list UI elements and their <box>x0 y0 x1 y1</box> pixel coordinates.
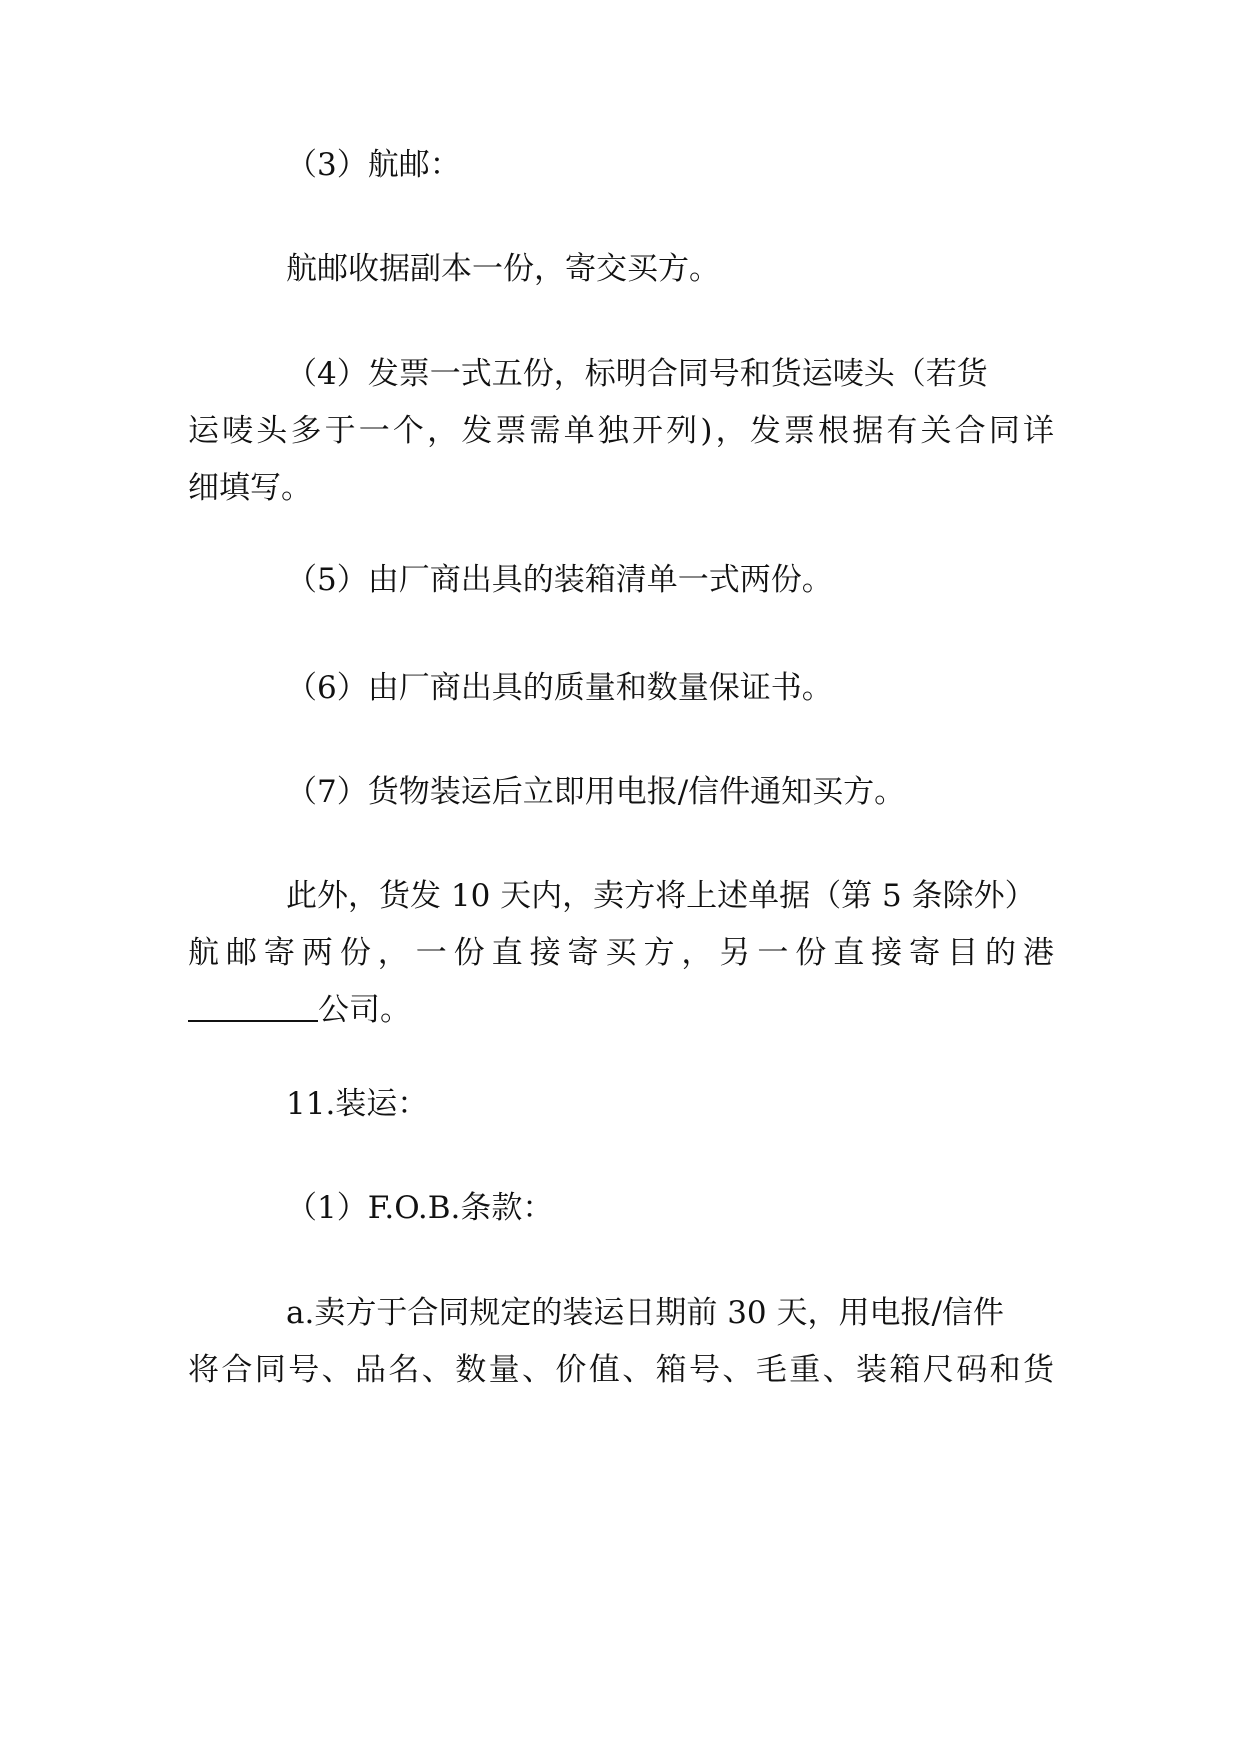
section-heading-shipment <box>188 1076 1054 1133</box>
paragraph-text: 航邮收据副本一份，寄交买方。 <box>286 251 720 287</box>
paragraph-line: 将合同号、品名、数量、价值、箱号、毛重、装箱尺码和货 <box>188 1352 1054 1388</box>
paragraph-quality-certificate <box>188 660 1054 717</box>
blank-suffix-text: 公司。 <box>318 992 411 1028</box>
section-heading-text: 11.装运： <box>286 1086 429 1122</box>
paragraph-line <box>188 982 1054 1039</box>
paragraph-air-mail-heading <box>188 137 1054 194</box>
paragraph-line: 细填写。 <box>188 470 312 506</box>
paragraph-text: （3）航邮： <box>286 147 461 183</box>
paragraph-line: a.卖方于合同规定的装运日期前 30 天，用电报/信件 <box>286 1295 1004 1331</box>
paragraph-text: （1）F.O.B.条款： <box>286 1190 554 1226</box>
paragraph-text: （6）由厂商出具的质量和数量保证书。 <box>286 670 833 706</box>
paragraph-documents-dispatch <box>188 868 1054 1039</box>
paragraph-line: 运唛头多于一个，发票需单独开列)，发票根据有关合同详 <box>188 413 1054 449</box>
paragraph-fob-terms <box>188 1180 1054 1237</box>
paragraph-packing-list <box>188 552 1054 609</box>
paragraph-invoice <box>188 346 1054 517</box>
paragraph-air-mail-receipt <box>188 241 1054 298</box>
paragraph-line: 航邮寄两份，一份直接寄买方，另一份直接寄目的港 <box>188 935 1054 971</box>
paragraph-shipment-notice <box>188 764 1054 821</box>
paragraph-text: （5）由厂商出具的装箱清单一式两份。 <box>286 562 833 598</box>
fill-in-blank <box>188 990 318 1022</box>
paragraph-text: （7）货物装运后立即用电报/信件通知买方。 <box>286 774 906 810</box>
paragraph-fob-item-a <box>188 1285 1054 1399</box>
paragraph-line: 此外，货发 10 天内，卖方将上述单据（第 5 条除外） <box>286 878 1036 914</box>
paragraph-line: （4）发票一式五份，标明合同号和货运唛头（若货 <box>286 356 988 392</box>
